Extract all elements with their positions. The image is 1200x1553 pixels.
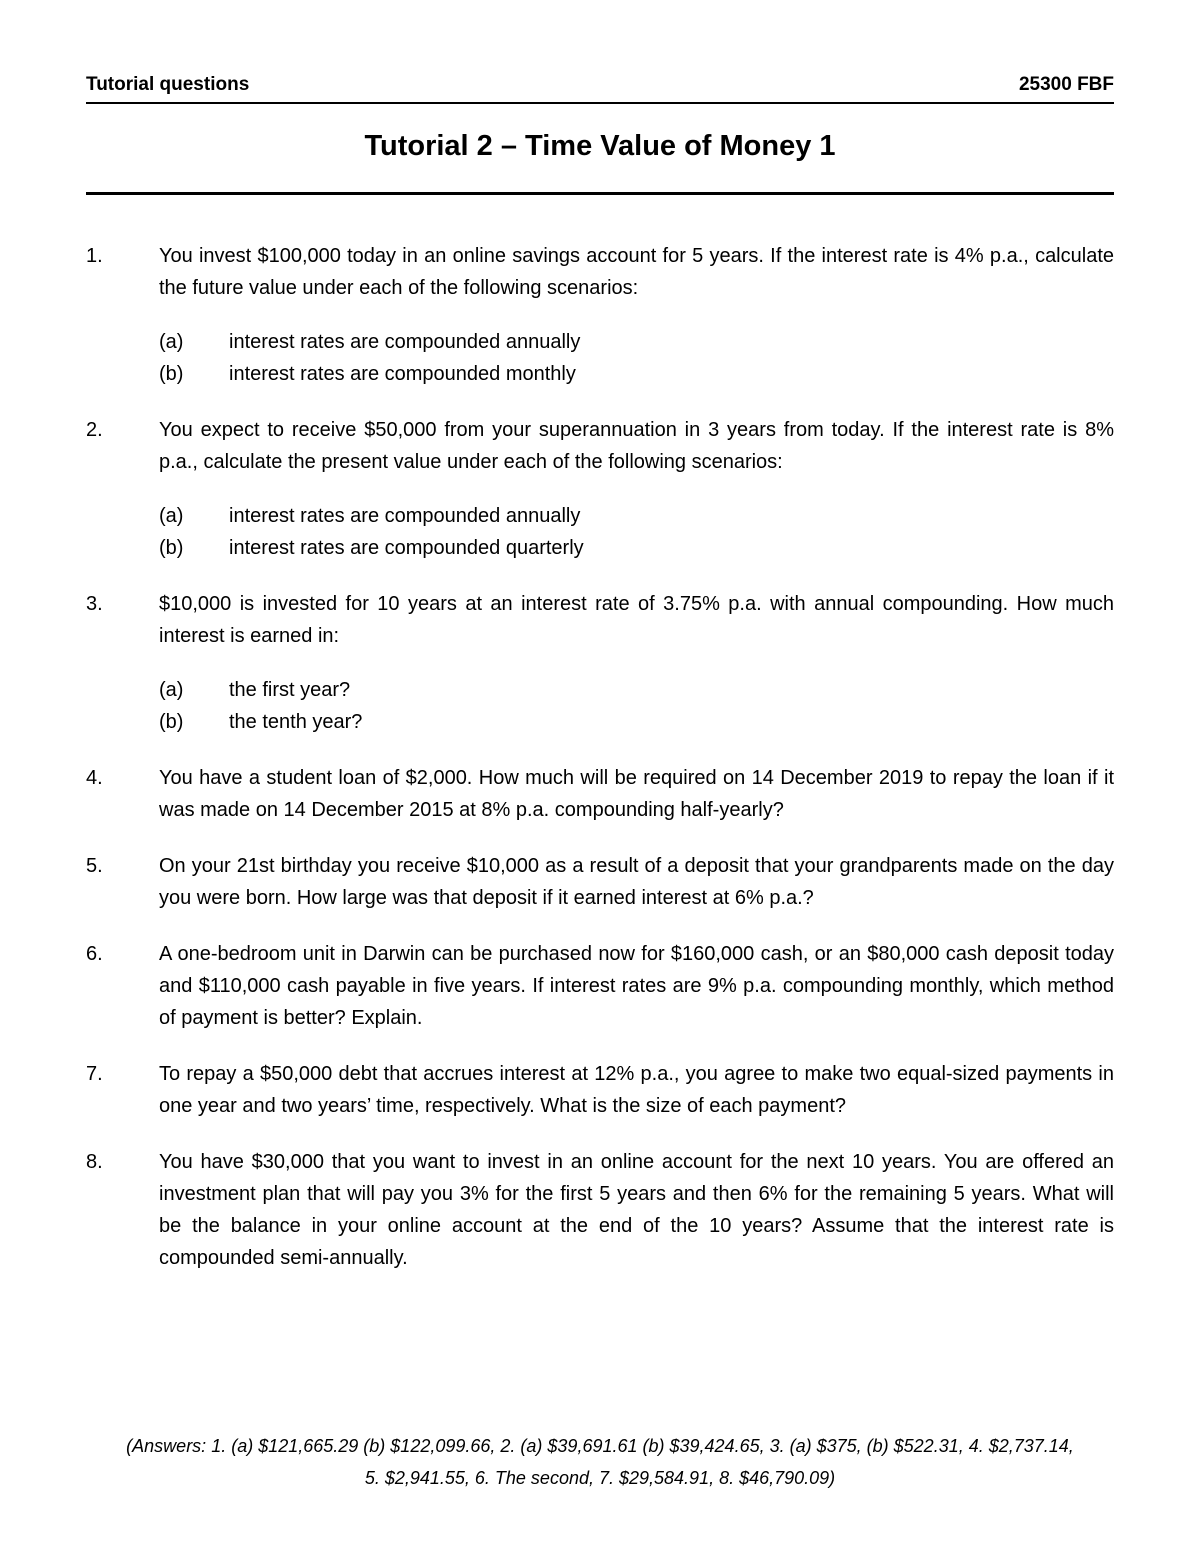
sub-question-label: (b) — [159, 711, 184, 733]
sub-question-text: the first year? — [229, 679, 351, 701]
question-text: To repay a $50,000 debt that accrues interest at 12% p.a., you agree to make two equal-sized payments in one year and two years’ time, respectively. What is the size of each payment? — [159, 1063, 1114, 1117]
question-number: 7. — [86, 1063, 103, 1085]
question-number: 2. — [86, 419, 103, 441]
header-right: 25300 FBF — [1018, 74, 1114, 95]
sub-question-label: (b) — [159, 363, 184, 385]
question-item — [86, 938, 1114, 1034]
sub-question — [159, 326, 1114, 358]
sub-question-text: interest rates are compounded monthly — [229, 363, 576, 385]
question-number: 4. — [86, 767, 103, 789]
question-text: You invest $100,000 today in an online savings account for 5 years. If the interest rate is 4% p.a., calculate the future value under each of the following scenarios: — [159, 245, 1114, 299]
question-list — [86, 240, 1114, 1298]
sub-question-label: (a) — [159, 679, 184, 701]
question-text: On your 21st birthday you receive $10,000 as a result of a deposit that your grandparents made on the day you were born. How large was that deposit if it earned interest at 6% p.a.? — [159, 855, 1114, 909]
sub-question-list — [159, 674, 1114, 738]
question-number: 5. — [86, 855, 103, 877]
question-number: 3. — [86, 593, 103, 615]
question-item — [86, 240, 1114, 390]
sub-question-text: the tenth year? — [229, 711, 363, 733]
question-item — [86, 1146, 1114, 1274]
question-text: You have $30,000 that you want to invest in an online account for the next 10 years. You are offered an investment plan that will pay you 3% for the first 5 years and then 6% for the remaining 5 years. What will be the balance in your online account at the end of the 10 years? Assume that the interest rate is compounded semi-annually. — [159, 1151, 1114, 1269]
sub-question — [159, 532, 1114, 564]
page-header — [86, 74, 1114, 96]
sub-question — [159, 358, 1114, 390]
question-number: 6. — [86, 943, 103, 965]
question-text: A one-bedroom unit in Darwin can be purchased now for $160,000 cash, or an $80,000 cash deposit today and $110,000 cash payable in five years. If interest rates are 9% p.a. compounding monthly, which method of payment is better? Explain. — [159, 943, 1114, 1029]
question-text: You have a student loan of $2,000. How much will be required on 14 December 2019 to repay the loan if it was made on 14 December 2015 at 8% p.a. compounding half-yearly? — [159, 767, 1114, 821]
question-text: $10,000 is invested for 10 years at an interest rate of 3.75% p.a. with annual compounding. How much interest is earned in: — [159, 593, 1114, 647]
sub-question-label: (b) — [159, 537, 184, 559]
answers-line-2: 5. $2,941.55, 6. The second, 7. $29,584.91, 8. $46,790.09) — [364, 1468, 836, 1488]
question-number: 1. — [86, 245, 103, 267]
answers-block — [86, 1430, 1114, 1494]
question-text: You expect to receive $50,000 from your superannuation in 3 years from today. If the interest rate is 8% p.a., calculate the present value under each of the following scenarios: — [159, 419, 1114, 473]
page-title: Tutorial 2 – Time Value of Money 1 — [364, 130, 836, 162]
header-left: Tutorial questions — [86, 74, 250, 95]
sub-question-text: interest rates are compounded quarterly — [229, 537, 584, 559]
sub-question — [159, 674, 1114, 706]
sub-question-list — [159, 326, 1114, 390]
sub-question-label: (a) — [159, 505, 184, 527]
title-divider — [86, 192, 1114, 195]
question-item — [86, 850, 1114, 914]
answers-line-1: (Answers: 1. (a) $121,665.29 (b) $122,099.66, 2. (a) $39,691.61 (b) $39,424.65, 3. (a) $375, (b) $522.31, 4. $2,737.14, — [126, 1436, 1074, 1456]
question-item — [86, 414, 1114, 564]
question-item — [86, 762, 1114, 826]
question-item — [86, 1058, 1114, 1122]
header-divider — [86, 102, 1114, 104]
question-item — [86, 588, 1114, 738]
sub-question-label: (a) — [159, 331, 184, 353]
sub-question-list — [159, 500, 1114, 564]
sub-question — [159, 706, 1114, 738]
sub-question-text: interest rates are compounded annually — [229, 505, 581, 527]
sub-question — [159, 500, 1114, 532]
sub-question-text: interest rates are compounded annually — [229, 331, 581, 353]
question-number: 8. — [86, 1151, 103, 1173]
